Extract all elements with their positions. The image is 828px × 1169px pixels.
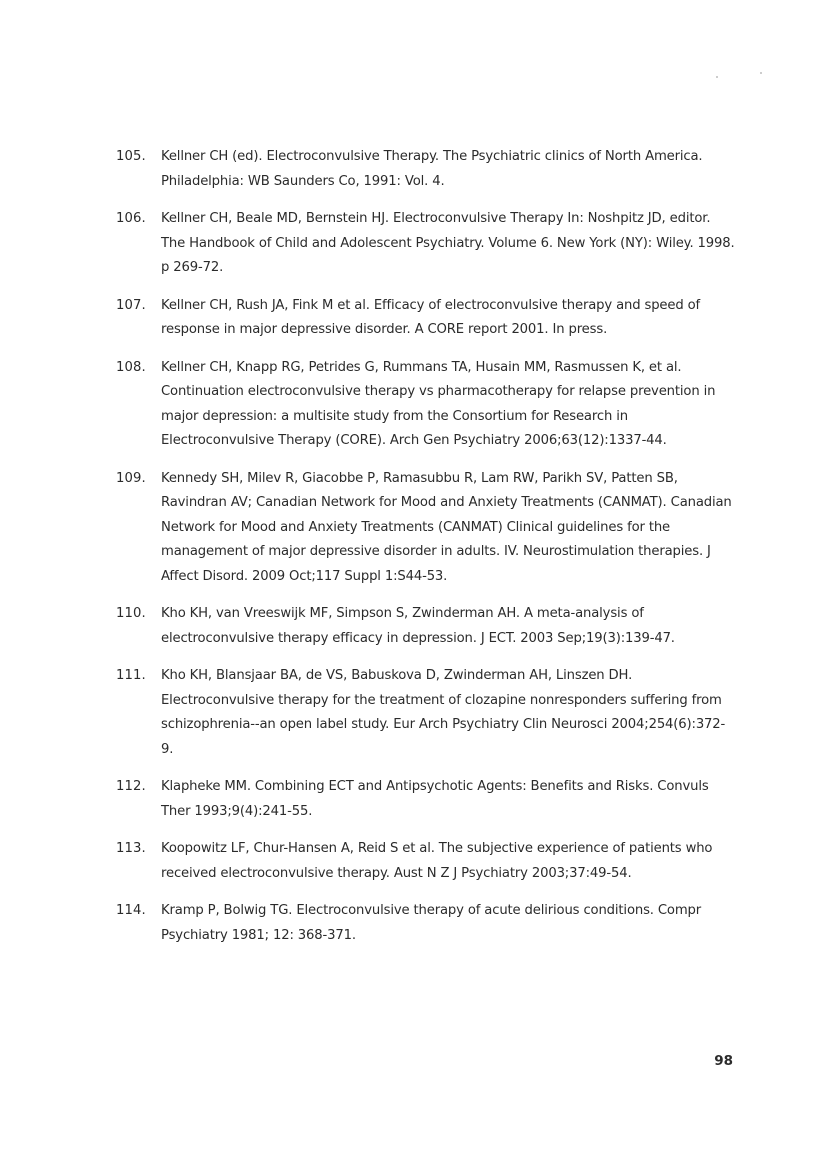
reference-item <box>116 145 736 194</box>
reference-item <box>116 294 736 343</box>
reference-text: Kho KH, van Vreeswijk MF, Simpson S, Zwinderman AH. A meta-analysis of electroconvulsive therapy efficacy in depression. J ECT. 2003 Sep;19(3):139-47. <box>161 606 675 646</box>
reference-text: Kennedy SH, Milev R, Giacobbe P, Ramasubbu R, Lam RW, Parikh SV, Patten SB, Ravindran AV; Canadian Network for Mood and Anxiety Treatments (CANMAT). Canadian Network for Mood and Anxiety Treatments (CANMAT) Clinical guidelines for the management of major depressive disorder in adults. IV. Neurostimulation therapies. J Affect Disord. 2009 Oct;117 Suppl 1:S44-53. <box>161 470 732 584</box>
reference-text: Kellner CH, Beale MD, Bernstein HJ. Electroconvulsive Therapy In: Noshpitz JD, editor. The Handbook of Child and Adolescent Psychiatry. Volume 6. New York (NY): Wiley. 1998. p 269-72. <box>161 211 735 275</box>
reference-text: Klapheke MM. Combining ECT and Antipsychotic Agents: Benefits and Risks. Convuls Ther 1993;9(4):241-55. <box>161 779 709 819</box>
reference-item <box>116 207 736 281</box>
reference-item <box>116 837 736 886</box>
reference-text: Kho KH, Blansjaar BA, de VS, Babuskova D, Zwinderman AH, Linszen DH. Electroconvulsive therapy for the treatment of clozapine nonresponders suffering from schizophrenia--an open label study. Eur Arch Psychiatry Clin Neurosci 2004;254(6):372-9. <box>161 668 726 757</box>
reference-item <box>116 467 736 590</box>
reference-number: 106. <box>116 211 146 226</box>
reference-number: 105. <box>116 149 146 164</box>
reference-number: 113. <box>116 841 146 856</box>
reference-text: Kellner CH, Knapp RG, Petrides G, Rummans TA, Husain MM, Rasmussen K, et al. Continuation electroconvulsive therapy vs pharmacotherapy for relapse prevention in major depression: a multisite study from the Consortium for Research in Electroconvulsive Therapy (CORE). Arch Gen Psychiatry 2006;63(12):1337-44. <box>161 359 716 448</box>
reference-list <box>116 145 736 961</box>
reference-number: 107. <box>116 297 146 313</box>
scan-speck <box>716 76 718 78</box>
reference-text: Kellner CH (ed). Electroconvulsive Therapy. The Psychiatric clinics of North America. Philadelphia: WB Saunders Co, 1991: Vol. 4. <box>161 149 703 189</box>
page-number: 98 <box>714 1053 733 1069</box>
reference-text: Kramp P, Bolwig TG. Electroconvulsive therapy of acute delirious conditions. Compr Psychiatry 1981; 12: 368-371. <box>161 903 702 943</box>
reference-number: 114. <box>116 903 146 918</box>
reference-item <box>116 775 736 824</box>
reference-item <box>116 602 736 651</box>
reference-item <box>116 356 736 454</box>
reference-item <box>116 899 736 948</box>
reference-number: 110. <box>116 606 146 621</box>
reference-number: 112. <box>116 779 146 794</box>
scan-speck <box>760 72 762 74</box>
reference-number: 111. <box>116 668 146 683</box>
reference-item <box>116 664 736 762</box>
reference-text: Kellner CH, Rush JA, Fink M et al. Efficacy of electroconvulsive therapy and speed of response in major depressive disorder. A CORE report 2001. In press. <box>161 297 701 337</box>
reference-text: Koopowitz LF, Chur-Hansen A, Reid S et al. The subjective experience of patients who received electroconvulsive therapy. Aust N Z J Psychiatry 2003;37:49-54. <box>161 841 713 881</box>
reference-number: 108. <box>116 359 146 375</box>
reference-number: 109. <box>116 470 146 486</box>
